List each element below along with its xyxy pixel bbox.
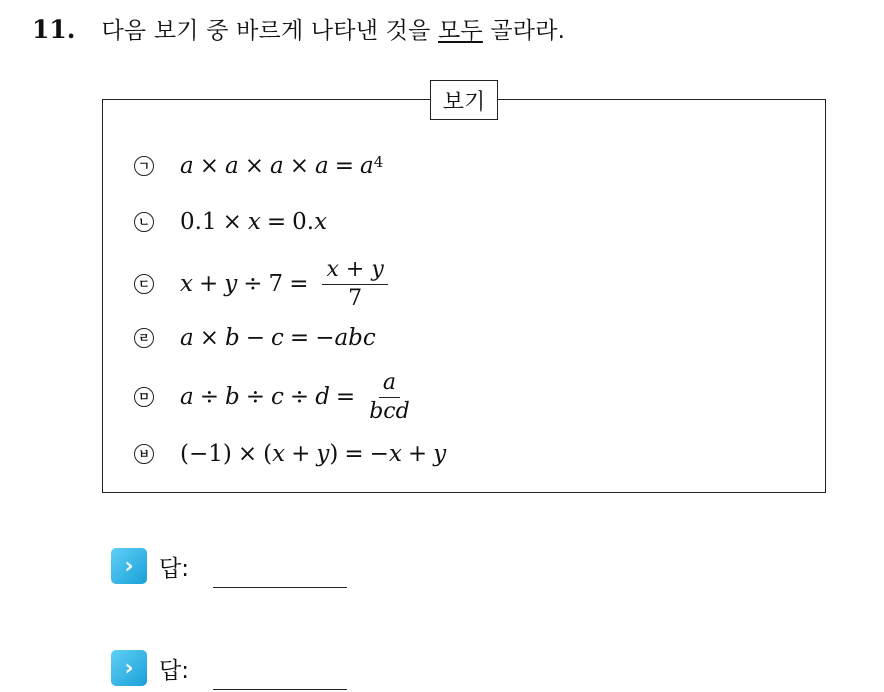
question-text (102, 12, 566, 45)
question-text-after: 골라라. (482, 18, 566, 44)
item-expression: 0.1 × x = 0. x (180, 209, 328, 235)
item-marker: ㅁ (134, 387, 154, 407)
question-text-underlined: 모두 (438, 18, 483, 44)
chevron-right-icon: › (111, 548, 147, 584)
bogi-item-2 (134, 202, 327, 242)
bogi-label: 보기 (430, 80, 498, 120)
item-marker: ㄴ (134, 212, 154, 232)
answer-row-1 (111, 548, 189, 584)
item-marker: ㄱ (134, 156, 154, 176)
answer-label: 답: (159, 657, 189, 684)
item-expression: (−1) × ( x + y ) = − x + y (180, 441, 447, 467)
fraction: $\frac{x + y}{7}$ (322, 257, 387, 311)
bogi-item-6 (134, 434, 446, 474)
item-expression: a × b − c = − abc (180, 325, 376, 351)
answer-blank-2[interactable] (213, 689, 347, 690)
question-line (32, 12, 565, 46)
answer-label: 답: (159, 555, 189, 582)
fraction: $\frac{a}{\text{bcd}}$ (369, 370, 410, 424)
item-marker: ㅂ (134, 444, 154, 464)
item-expression: a ÷ b ÷ c ÷ d = $\frac{a}{\text{bcd}}$ (180, 370, 410, 424)
chevron-right-icon: › (111, 650, 147, 686)
bogi-item-5 (134, 372, 410, 422)
item-expression: x + y ÷ 7 = $\frac{x + y}{7}$ (180, 257, 388, 311)
item-marker: ㄹ (134, 328, 154, 348)
bogi-item-4 (134, 318, 376, 358)
answer-row-2 (111, 650, 189, 686)
bogi-item-3 (134, 257, 388, 311)
item-marker: ㄷ (134, 274, 154, 294)
answer-blank-1[interactable] (213, 587, 347, 588)
bogi-item-1 (134, 146, 383, 186)
question-number: 11. (32, 15, 76, 44)
question-text-before: 다음 보기 중 바르게 나타낸 것을 (101, 18, 439, 44)
item-expression: a × a × a × a = a $^4$ (180, 153, 384, 179)
